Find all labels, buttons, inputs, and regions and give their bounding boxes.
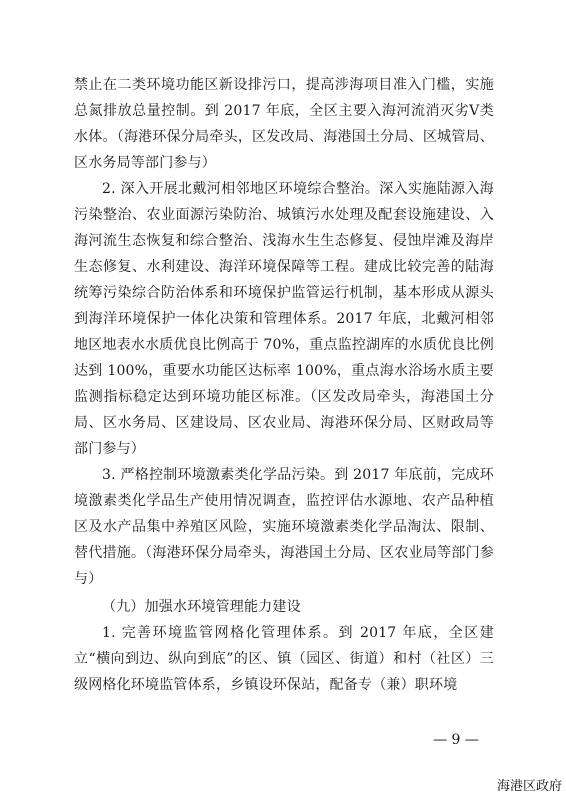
paragraph-item-2: 2. 深入开展北戴河相邻地区环境综合整治。深入实施陆源入海污染整治、农业面源污染防治、城镇污水处理及配套设施建设、入海河流生态恢复和综合整治、浅海水生生态修复、侵蚀岸滩及海岸生态修复、水利建设、海洋环境保障等工程。建成比较完善的陆海统筹污染综合防治体系和环境保护监管运行机制，基本形成从源头到海洋环境保护一体化决策和管理体系。2017 年底，北戴河相邻地区地表水水质优良比例高于 70%，重点监控湖库的水质优良比例达到 100%，重要水功能区达标率 100%，重点海水浴场水质主要监测指标稳定达到环境功能区标准。（区发改局牵头，海港国土分局、区水务局、区建设局、区农业局、海港环保分局、区财政局等部门参与） <box>74 181 494 457</box>
document-body <box>74 72 494 698</box>
paragraph-section-9-item-1: 1. 完善环境监管网格化管理体系。到 2017 年底，全区建立“横向到边、纵向到底”的区、镇（园区、街道）和村（社区）三级网格化环境监管体系，乡镇设环保站，配备专（兼）职环境 <box>74 625 494 693</box>
publisher-watermark: 海港区政府 <box>496 779 562 794</box>
page-number: — 9 — <box>433 732 479 748</box>
paragraph-continuation: 禁止在二类环境功能区新设排污口，提高涉海项目准入门槛，实施总氮排放总量控制。到 2017 年底，全区主要入海河流消灭劣Ⅴ类水体。（海港环保分局牵头，区发改局、海港国土分局、区城管局、区水务局等部门参与） <box>74 77 494 171</box>
section-heading: （九）加强水环境管理能力建设 <box>102 599 301 615</box>
paragraph-item-3: 3. 严格控制环境激素类化学品污染。到 2017 年底前，完成环境激素类化学品生产使用情况调查，监控评估水源地、农产品种植区及水产品集中养殖区风险，实施环境激素类化学品淘汰、限制、替代措施。（海港环保分局牵头，海港国土分局、区农业局等部门参与） <box>74 467 494 587</box>
